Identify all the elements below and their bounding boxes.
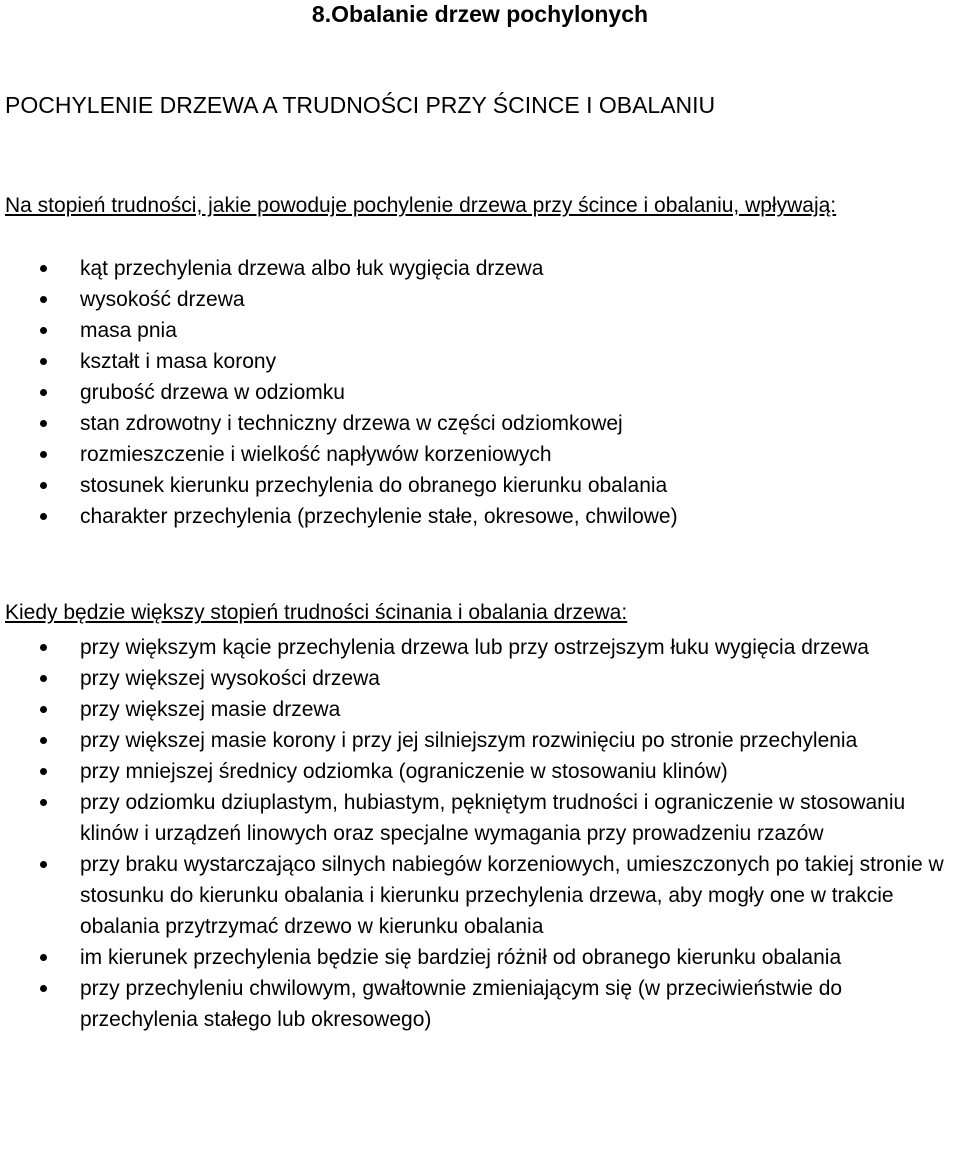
list-item-text: im kierunek przechylenia będzie się bardziej różnił od obranego kierunku obalania (80, 946, 842, 969)
bullet-icon (40, 482, 47, 489)
bullet-icon (40, 451, 47, 458)
list-item-text: przy większej wysokości drzewa (80, 667, 380, 690)
list-item (0, 849, 960, 942)
list-item-text: stosunek kierunku przechylenia do obranego kierunku obalania (80, 474, 668, 497)
section1-list (0, 253, 960, 532)
list-item (0, 346, 960, 377)
list-item (0, 253, 960, 284)
bullet-icon (40, 799, 47, 806)
list-item (0, 973, 960, 1035)
bullet-icon (40, 861, 47, 868)
list-item-text: kąt przechylenia drzewa albo łuk wygięcia drzewa (80, 257, 544, 280)
bullet-icon (40, 327, 47, 334)
list-item (0, 756, 960, 787)
list-item-text: wysokość drzewa (80, 288, 245, 311)
bullet-icon (40, 513, 47, 520)
list-item (0, 694, 960, 725)
list-item-text: przy braku wystarczająco silnych nabiegów korzeniowych, umieszczonych po takiej stronie w stosunku do kierunku obalania i kierunku przechylenia drzewa, aby mogły one w trakcie obalania przytrzymać drzewo w kierunku obalania (80, 853, 944, 938)
list-item-text: przy większej masie drzewa (80, 698, 341, 721)
list-item-text: przy odziomku dziuplastym, hubiastym, pękniętym trudności i ograniczenie w stosowaniu klinów i urządzeń linowych oraz specjalne wymagania przy prowadzeniu rzazów (80, 791, 906, 845)
list-item-text: masa pnia (80, 319, 177, 342)
list-item (0, 725, 960, 756)
list-item (0, 315, 960, 346)
list-item-text: przy większym kącie przechylenia drzewa lub przy ostrzejszym łuku wygięcia drzewa (80, 636, 869, 659)
bullet-icon (40, 985, 47, 992)
list-item (0, 284, 960, 315)
list-item (0, 470, 960, 501)
list-item (0, 408, 960, 439)
document-title: 8.Obalanie drzew pochylonych (311, 1, 649, 27)
bullet-icon (40, 737, 47, 744)
section-heading: POCHYLENIE DRZEWA A TRUDNOŚCI PRZY ŚCINCE I OBALANIU (5, 92, 716, 118)
bullet-icon (40, 675, 47, 682)
bullet-icon (40, 389, 47, 396)
section1-intro: Na stopień trudności, jakie powoduje pochylenie drzewa przy ścince i obalaniu, wpływają: (5, 194, 837, 217)
list-item (0, 787, 960, 849)
section2-list (0, 632, 960, 1035)
list-item-text: charakter przechylenia (przechylenie stałe, okresowe, chwilowe) (80, 505, 678, 528)
bullet-icon (40, 706, 47, 713)
list-item (0, 439, 960, 470)
list-item-text: kształt i masa korony (80, 350, 277, 373)
list-item (0, 632, 960, 663)
list-item-text: rozmieszczenie i wielkość napływów korzeniowych (80, 443, 552, 466)
list-item-text: przy przechyleniu chwilowym, gwałtownie zmieniającym się (w przeciwieństwie do przechylenia stałego lub okresowego) (80, 977, 843, 1031)
list-item (0, 377, 960, 408)
bullet-icon (40, 954, 47, 961)
list-item (0, 942, 960, 973)
list-item-text: stan zdrowotny i techniczny drzewa w części odziomkowej (80, 412, 623, 435)
bullet-icon (40, 420, 47, 427)
bullet-icon (40, 768, 47, 775)
list-item (0, 501, 960, 532)
bullet-icon (40, 265, 47, 272)
list-item (0, 663, 960, 694)
list-item-text: przy większej masie korony i przy jej silniejszym rozwinięciu po stronie przechylenia (80, 729, 858, 752)
list-item-text: grubość drzewa w odziomku (80, 381, 345, 404)
bullet-icon (40, 296, 47, 303)
bullet-icon (40, 358, 47, 365)
section2-intro: Kiedy będzie większy stopień trudności ścinania i obalania drzewa: (5, 601, 628, 624)
list-item-text: przy mniejszej średnicy odziomka (ograniczenie w stosowaniu klinów) (80, 760, 728, 783)
bullet-icon (40, 644, 47, 651)
